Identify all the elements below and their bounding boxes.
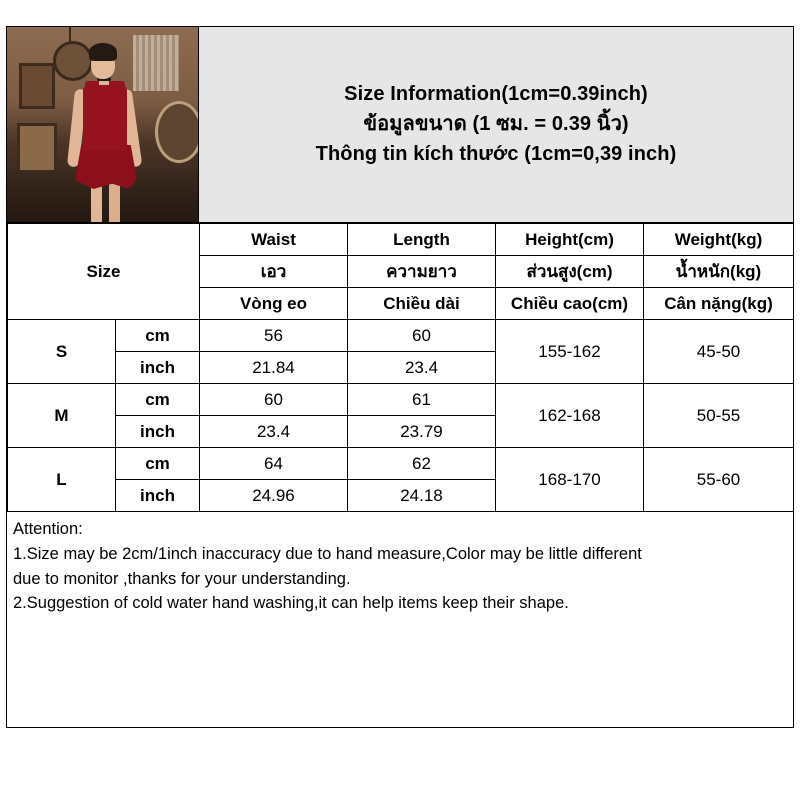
attention-line-3: 2.Suggestion of cold water hand washing,it can help items keep their shape.	[13, 594, 569, 613]
round-mirror-icon	[155, 101, 199, 163]
wall-frame-icon	[19, 63, 55, 109]
row-s-unit-cm: cm	[116, 320, 200, 352]
row-l-length-cm: 62	[348, 448, 496, 480]
dress-bodice	[83, 85, 127, 151]
row-l-height: 168-170	[496, 448, 644, 512]
col-header-height-th: ส่วนสูง(cm)	[496, 256, 644, 288]
col-header-waist-th: เอว	[200, 256, 348, 288]
row-size-l: L	[8, 448, 116, 512]
row-m-unit-cm: cm	[116, 384, 200, 416]
title-block	[199, 27, 793, 222]
col-header-weight-en: Weight(kg)	[644, 224, 794, 256]
table-row	[8, 320, 794, 352]
row-size-m: M	[8, 384, 116, 448]
table-row	[8, 448, 794, 480]
row-l-unit-inch: inch	[116, 480, 200, 512]
row-size-s: S	[8, 320, 116, 384]
row-m-length-inch: 23.79	[348, 416, 496, 448]
col-header-weight-th: น้ำหนัก(kg)	[644, 256, 794, 288]
row-m-height: 162-168	[496, 384, 644, 448]
size-table	[7, 223, 794, 512]
model-left-leg	[91, 183, 102, 222]
pendant-lamp-icon	[53, 41, 93, 81]
title-line-en: Size Information(1cm=0.39inch)	[344, 83, 648, 105]
row-m-length-cm: 61	[348, 384, 496, 416]
table-row	[8, 384, 794, 416]
model-hair	[89, 43, 117, 61]
row-l-unit-cm: cm	[116, 448, 200, 480]
col-header-weight-vi: Cân nặng(kg)	[644, 288, 794, 320]
row-l-length-inch: 24.18	[348, 480, 496, 512]
row-l-weight: 55-60	[644, 448, 794, 512]
model-right-leg	[109, 183, 120, 222]
attention-heading: Attention:	[13, 520, 83, 538]
col-header-waist-vi: Vòng eo	[200, 288, 348, 320]
col-header-height-vi: Chiều cao(cm)	[496, 288, 644, 320]
col-header-length-en: Length	[348, 224, 496, 256]
row-s-waist-inch: 21.84	[200, 352, 348, 384]
header-band	[7, 27, 793, 223]
attention-line-1: 1.Size may be 2cm/1inch inaccuracy due to hand measure,Color may be little different	[13, 544, 642, 563]
title-line-th: ข้อมูลขนาด (1 ซม. = 0.39 นิ้ว)	[363, 113, 629, 135]
dress-skirt	[75, 145, 137, 189]
size-header-cell: Size	[8, 224, 200, 320]
product-photo	[7, 27, 199, 222]
row-m-unit-inch: inch	[116, 416, 200, 448]
row-m-waist-inch: 23.4	[200, 416, 348, 448]
col-header-height-en: Height(cm)	[496, 224, 644, 256]
macrame-decor-icon	[133, 35, 179, 91]
row-l-waist-cm: 64	[200, 448, 348, 480]
row-s-length-cm: 60	[348, 320, 496, 352]
wall-art-icon	[17, 123, 57, 173]
row-m-waist-cm: 60	[200, 384, 348, 416]
size-chart-sheet	[6, 26, 794, 728]
title-line-vi: Thông tin kích thước (1cm=0,39 inch)	[315, 143, 677, 165]
row-s-length-inch: 23.4	[348, 352, 496, 384]
row-s-unit-inch: inch	[116, 352, 200, 384]
table-header-row-en	[8, 224, 794, 256]
col-header-waist-en: Waist	[200, 224, 348, 256]
col-header-length-th: ความยาว	[348, 256, 496, 288]
row-s-height: 155-162	[496, 320, 644, 384]
col-header-length-vi: Chiều dài	[348, 288, 496, 320]
attention-line-2: due to monitor ,thanks for your understanding.	[13, 569, 351, 588]
row-s-waist-cm: 56	[200, 320, 348, 352]
row-s-weight: 45-50	[644, 320, 794, 384]
row-m-weight: 50-55	[644, 384, 794, 448]
row-l-waist-inch: 24.96	[200, 480, 348, 512]
attention-block	[7, 512, 793, 727]
